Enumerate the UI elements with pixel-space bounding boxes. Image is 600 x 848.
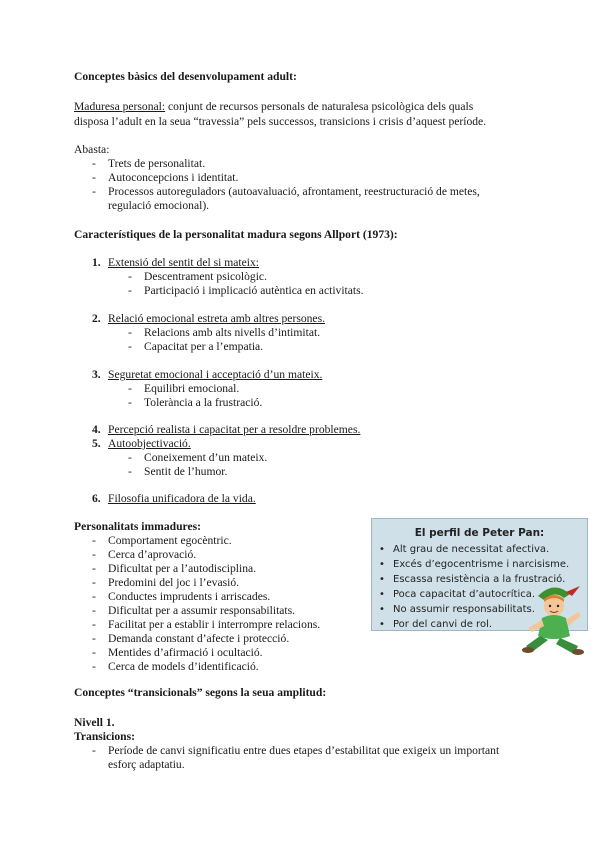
abasta-label: Abasta: [74,143,110,156]
peter-pan-item-text: Por del canvi de rol. [393,619,493,630]
sub-item: Relacions amb alts nivells d’intimitat. [144,326,321,339]
point-number: 5. [92,437,101,450]
dash-marker: - [128,451,132,464]
dash-marker: - [92,548,96,561]
point-label: Percepció realista i capacitat per a resoldre problemes. [108,423,361,436]
abasta-item: Processos autoreguladors (autoavaluació, afrontament, reestructuració de metes, [108,185,480,198]
peter-pan-item [379,589,535,601]
section-title-transitional: Conceptes “transicionals” segons la seua amplitud: [74,686,327,699]
peter-pan-item-text: Poca capacitat d’autocrítica. [393,589,536,600]
abasta-item: Autoconcepcions i identitat. [108,171,239,184]
peter-pan-item-text: Alt grau de necessitat afectiva. [393,544,550,555]
bullet-marker: • [379,604,385,615]
dash-marker: - [92,590,96,603]
immature-item: Demanda constant d’afecte i protecció. [108,632,290,645]
dash-marker: - [92,576,96,589]
bullet-marker: • [379,544,385,555]
definition-line-1 [74,100,473,114]
transition-item: Període de canvi significatiu entre dues etapes d’estabilitat que exigeix un important [108,744,500,757]
immature-item: Cerca d’aprovació. [108,548,197,561]
peter-pan-title: El perfil de Peter Pan: [414,527,545,539]
point-number: 1. [92,256,101,269]
dash-marker: - [128,340,132,353]
dash-marker: - [92,632,96,645]
point-number: 4. [92,423,101,436]
dash-marker: - [128,284,132,297]
definition-text-1: conjunt de recursos personals de naturalesa psicològica dels quals [168,100,474,113]
dash-marker: - [92,660,96,673]
abasta-item: Trets de personalitat. [108,157,206,170]
peter-pan-item [379,619,492,631]
dash-marker: - [92,171,96,184]
abasta-item-continued: regulació emocional). [108,199,210,212]
immature-item: Cerca de models d’identificació. [108,660,259,673]
immature-item: Mentides d’afirmació i ocultació. [108,646,263,659]
dash-marker: - [92,618,96,631]
sub-item: Equilibri emocional. [144,382,240,395]
sub-item: Tolerància a la frustració. [144,396,263,409]
point-number: 2. [92,312,101,325]
peter-pan-item-text: No assumir responsabilitats. [393,604,535,615]
transition-item-continued: esforç adaptatiu. [108,758,185,771]
point-label: Filosofia unificadora de la vida. [108,492,256,505]
peter-pan-item [379,559,569,571]
dash-marker: - [92,744,96,757]
peter-pan-item-text: Excés d’egocentrisme i narcisisme. [393,559,570,570]
definition-line-2: disposa l’adult en la seua “travessia” pels successos, transicions i crisis d’aquest període. [74,115,487,128]
bullet-marker: • [379,574,385,585]
level-heading: Nivell 1. [74,716,115,729]
peter-pan-item [379,544,549,556]
peter-pan-item-text: Escassa resistència a la frustració. [393,574,566,585]
bullet-marker: • [379,619,385,630]
dash-marker: - [128,326,132,339]
dash-marker: - [92,562,96,575]
immature-item: Dificultat per a l’autodisciplina. [108,562,257,575]
immature-item: Dificultat per a assumir responsabilitats. [108,604,296,617]
point-label: Seguretat emocional i acceptació d’un mateix. [108,368,323,381]
point-number: 6. [92,492,101,505]
point-number: 3. [92,368,101,381]
dash-marker: - [92,646,96,659]
immature-item: Predomini del joc i l’evasió. [108,576,240,589]
immature-item: Conductes imprudents i arriscades. [108,590,271,603]
dash-marker: - [92,185,96,198]
bullet-marker: • [379,589,385,600]
point-label: Extensió del sentit del si mateix: [108,256,260,269]
immature-item: Facilitat per a establir i interrompre relacions. [108,618,321,631]
sub-item: Capacitat per a l’empatia. [144,340,264,353]
dash-marker: - [92,604,96,617]
sub-item: Descentrament psicològic. [144,270,267,283]
dash-marker: - [128,396,132,409]
peter-pan-item [379,604,535,616]
immature-item: Comportament egocèntric. [108,534,232,547]
dash-marker: - [92,534,96,547]
dash-marker: - [92,157,96,170]
sub-item: Sentit de l’humor. [144,465,228,478]
bullet-marker: • [379,559,385,570]
point-label: Relació emocional estreta amb altres persones. [108,312,325,325]
dash-marker: - [128,465,132,478]
point-label: Autoobjectivació. [108,437,191,450]
sub-item: Participació i implicació autèntica en activitats. [144,284,364,297]
section-title-allport: Característiques de la personalitat madura segons Allport (1973): [74,228,398,241]
term-maduresa: Maduresa personal: [74,100,166,113]
section-title-basic-concepts: Conceptes bàsics del desenvolupament adult: [74,70,297,83]
sub-item: Coneixement d’un mateix. [144,451,268,464]
section-title-immature: Personalitats immadures: [74,520,201,533]
dash-marker: - [128,270,132,283]
transitions-heading: Transicions: [74,730,135,743]
peter-pan-illustration [520,582,586,660]
dash-marker: - [128,382,132,395]
